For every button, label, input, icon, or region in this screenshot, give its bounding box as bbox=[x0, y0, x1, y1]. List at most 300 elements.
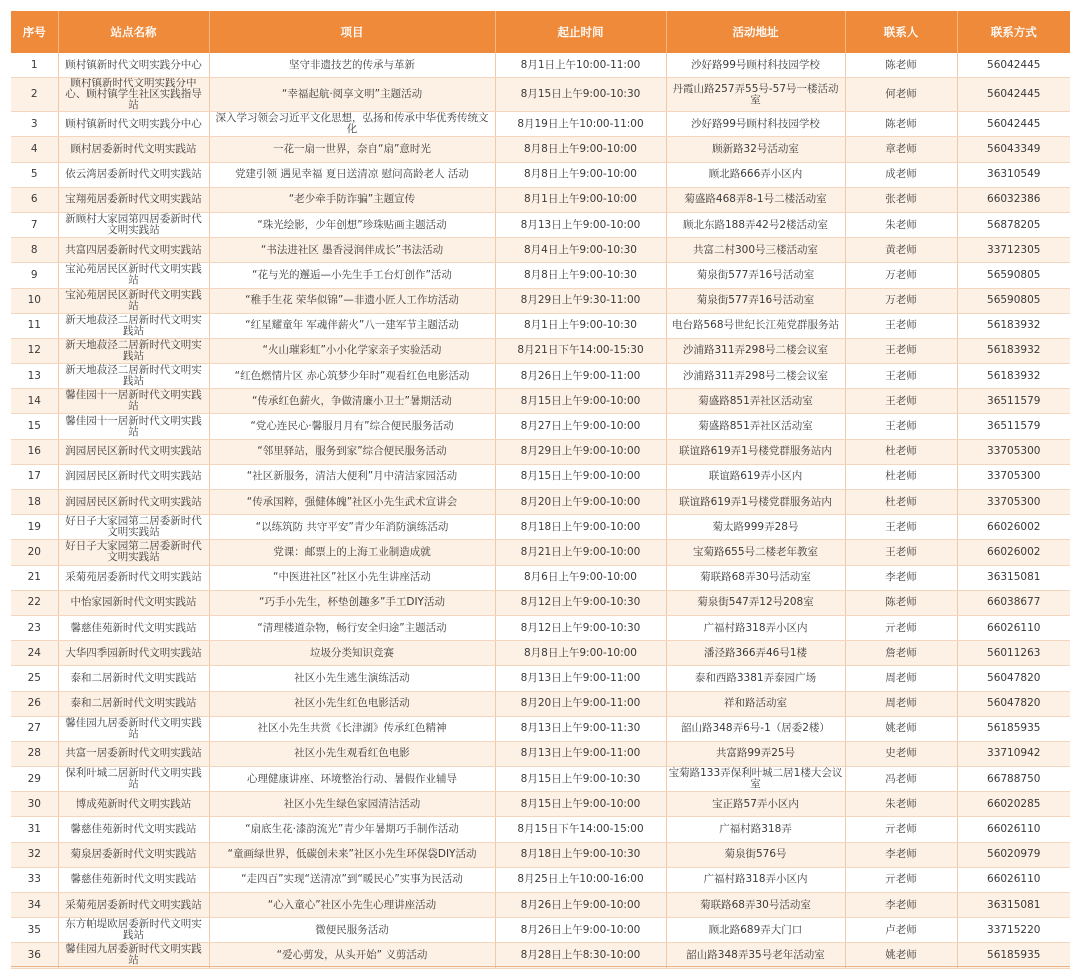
cell-no: 3 bbox=[11, 112, 58, 137]
cell-phone: 56185935 bbox=[957, 716, 1070, 741]
cell-address: 沙浦路311弄298号二楼会议室 bbox=[666, 338, 845, 363]
cell-phone: 66026110 bbox=[957, 867, 1070, 892]
table-row bbox=[11, 389, 1070, 414]
cell-project: 深入学习领会习近平文化思想，弘扬和传承中华优秀传统文化 bbox=[209, 112, 495, 137]
cell-address: 丹霞山路257弄55号-57号一楼活动室 bbox=[666, 78, 845, 112]
cell-project: 垃圾分类知识竞赛 bbox=[209, 641, 495, 666]
cell-time: 8月8日上午9:00-10:00 bbox=[495, 162, 666, 187]
cell-address: 菊盛路851弄社区活动室 bbox=[666, 389, 845, 414]
cell-contact: 黄老师 bbox=[845, 238, 957, 263]
cell-no: 27 bbox=[11, 716, 58, 741]
cell-time: 8月1日上午9:00-10:30 bbox=[495, 313, 666, 338]
cell-address: 菊太路999弄28号 bbox=[666, 515, 845, 540]
cell-site: 馨慈佳苑新时代文明实践站 bbox=[58, 867, 209, 892]
cell-contact: 杜老师 bbox=[845, 490, 957, 515]
cell-time: 8月21日下午14:00-15:30 bbox=[495, 338, 666, 363]
cell-time: 8月4日上午9:00-10:30 bbox=[495, 238, 666, 263]
cell-project: “花与光的邂逅—小先生手工台灯创作”活动 bbox=[209, 263, 495, 288]
cell-site: 东方帕堤欧居委新时代文明实践站 bbox=[58, 918, 209, 943]
cell-project: “爱心剪发，从头开始” 义剪活动 bbox=[209, 943, 495, 968]
cell-address: 菊泉街577弄16号活动室 bbox=[666, 288, 845, 313]
cell-site: 顾村镇新时代文明实践分中心 bbox=[58, 112, 209, 137]
cell-phone: 56042445 bbox=[957, 112, 1070, 137]
cell-no: 13 bbox=[11, 364, 58, 389]
cell-time: 8月8日上午9:00-10:00 bbox=[495, 641, 666, 666]
cell-site: 宝沁苑居民区新时代文明实践站 bbox=[58, 263, 209, 288]
cell-project: 党建引领 遇见幸福 夏日送清凉 慰问高龄老人 活动 bbox=[209, 162, 495, 187]
cell-project: 心理健康讲座、环境整治行动、暑假作业辅导 bbox=[209, 767, 495, 792]
cell-project: “邻里驿站，服务到家”综合便民服务活动 bbox=[209, 439, 495, 464]
cell-site: 新天地菽泾二居新时代文明实践站 bbox=[58, 313, 209, 338]
cell-no: 22 bbox=[11, 590, 58, 615]
cell-no: 30 bbox=[11, 792, 58, 817]
cell-project: “清理楼道杂物，畅行安全归途”主题活动 bbox=[209, 615, 495, 640]
cell-project: “老少牵手防诈骗”主题宣传 bbox=[209, 187, 495, 212]
cell-no: 33 bbox=[11, 867, 58, 892]
cell-address: 广福村路318弄小区内 bbox=[666, 867, 845, 892]
cell-site: 好日子大家园第二居委新时代文明实践站 bbox=[58, 540, 209, 565]
activity-schedule-table bbox=[11, 11, 1070, 969]
header-site: 站点名称 bbox=[58, 11, 209, 53]
cell-site: 泰和二居新时代文明实践站 bbox=[58, 691, 209, 716]
cell-project: 微便民服务活动 bbox=[209, 918, 495, 943]
cell-project: “红星耀童年 军魂伴薪火”八一建军节主题活动 bbox=[209, 313, 495, 338]
table-header bbox=[11, 11, 1070, 53]
cell-phone: 36315081 bbox=[957, 893, 1070, 918]
cell-site: 馨佳园十一居新时代文明实践站 bbox=[58, 389, 209, 414]
table-row bbox=[11, 53, 1070, 78]
cell-contact: 王老师 bbox=[845, 313, 957, 338]
cell-phone: 66020285 bbox=[957, 792, 1070, 817]
cell-no: 20 bbox=[11, 540, 58, 565]
cell-time: 8月29日上午9:30-11:00 bbox=[495, 288, 666, 313]
cell-site: 中怡家园新时代文明实践站 bbox=[58, 590, 209, 615]
cell-address: 菊泉街576号 bbox=[666, 842, 845, 867]
cell-phone: 56047820 bbox=[957, 691, 1070, 716]
cell-time: 8月21日上午9:00-10:00 bbox=[495, 540, 666, 565]
cell-phone: 36511579 bbox=[957, 389, 1070, 414]
cell-phone: 56042445 bbox=[957, 53, 1070, 78]
cell-contact: 亓老师 bbox=[845, 615, 957, 640]
cell-site: 宝沁苑居民区新时代文明实践站 bbox=[58, 288, 209, 313]
cell-phone: 56183932 bbox=[957, 364, 1070, 389]
cell-address: 广福村路318弄小区内 bbox=[666, 615, 845, 640]
cell-contact: 章老师 bbox=[845, 137, 957, 162]
cell-time: 8月1日上午9:00-10:00 bbox=[495, 187, 666, 212]
cell-site: 保利叶城二居新时代文明实践站 bbox=[58, 767, 209, 792]
cell-time: 8月20日上午9:00-11:00 bbox=[495, 691, 666, 716]
cell-address: 顾新路32号活动室 bbox=[666, 137, 845, 162]
cell-address: 宝正路57弄小区内 bbox=[666, 792, 845, 817]
cell-no: 16 bbox=[11, 439, 58, 464]
cell-time: 8月13日上午9:00-11:00 bbox=[495, 741, 666, 766]
cell-phone: 56011263 bbox=[957, 641, 1070, 666]
table-row bbox=[11, 641, 1070, 666]
cell-address: 宝菊路133弄保利叶城二居1楼大会议室 bbox=[666, 767, 845, 792]
cell-no: 2 bbox=[11, 78, 58, 112]
table-bottom-border bbox=[11, 966, 1070, 967]
cell-contact: 成老师 bbox=[845, 162, 957, 187]
cell-time: 8月20日上午9:00-10:00 bbox=[495, 490, 666, 515]
cell-contact: 王老师 bbox=[845, 389, 957, 414]
cell-time: 8月26日上午9:00-11:00 bbox=[495, 364, 666, 389]
table-row bbox=[11, 439, 1070, 464]
table-row bbox=[11, 540, 1070, 565]
cell-phone: 36511579 bbox=[957, 414, 1070, 439]
cell-time: 8月13日上午9:00-10:00 bbox=[495, 212, 666, 237]
cell-phone: 56590805 bbox=[957, 288, 1070, 313]
cell-contact: 周老师 bbox=[845, 666, 957, 691]
cell-address: 菊联路68弄30号活动室 bbox=[666, 893, 845, 918]
cell-phone: 33705300 bbox=[957, 464, 1070, 489]
cell-site: 博成苑新时代文明实践站 bbox=[58, 792, 209, 817]
cell-project: “传承国粹，强健体魄”社区小先生武术宣讲会 bbox=[209, 490, 495, 515]
cell-contact: 亓老师 bbox=[845, 817, 957, 842]
cell-site: 大华四季园新时代文明实践站 bbox=[58, 641, 209, 666]
cell-project: 一花一扇一世界，奈自“扇”意时光 bbox=[209, 137, 495, 162]
cell-address: 菊盛路851弄社区活动室 bbox=[666, 414, 845, 439]
cell-no: 32 bbox=[11, 842, 58, 867]
cell-contact: 陈老师 bbox=[845, 590, 957, 615]
cell-contact: 周老师 bbox=[845, 691, 957, 716]
cell-contact: 朱老师 bbox=[845, 792, 957, 817]
cell-time: 8月25日上午10:00-16:00 bbox=[495, 867, 666, 892]
cell-address: 联谊路619弄1号楼党群服务站内 bbox=[666, 490, 845, 515]
table-row bbox=[11, 918, 1070, 943]
cell-time: 8月12日上午9:00-10:30 bbox=[495, 590, 666, 615]
cell-contact: 王老师 bbox=[845, 414, 957, 439]
cell-time: 8月18日上午9:00-10:00 bbox=[495, 515, 666, 540]
table-row bbox=[11, 338, 1070, 363]
cell-no: 1 bbox=[11, 53, 58, 78]
cell-time: 8月13日上午9:00-11:30 bbox=[495, 716, 666, 741]
cell-no: 11 bbox=[11, 313, 58, 338]
cell-address: 顾北路689弄大门口 bbox=[666, 918, 845, 943]
cell-contact: 王老师 bbox=[845, 364, 957, 389]
cell-contact: 王老师 bbox=[845, 338, 957, 363]
header-phone: 联系方式 bbox=[957, 11, 1070, 53]
cell-no: 25 bbox=[11, 666, 58, 691]
cell-address: 顾北路666弄小区内 bbox=[666, 162, 845, 187]
cell-address: 韶山路348弄35号老年活动室 bbox=[666, 943, 845, 968]
cell-time: 8月26日上午9:00-10:00 bbox=[495, 918, 666, 943]
cell-project: “幸福起航·阅享文明”主题活动 bbox=[209, 78, 495, 112]
cell-contact: 亓老师 bbox=[845, 867, 957, 892]
cell-contact: 詹老师 bbox=[845, 641, 957, 666]
cell-no: 12 bbox=[11, 338, 58, 363]
table-row bbox=[11, 187, 1070, 212]
cell-contact: 李老师 bbox=[845, 842, 957, 867]
cell-site: 顾村居委新时代文明实践站 bbox=[58, 137, 209, 162]
table-row bbox=[11, 364, 1070, 389]
cell-project: 社区小先生逃生演练活动 bbox=[209, 666, 495, 691]
table-row bbox=[11, 867, 1070, 892]
cell-contact: 万老师 bbox=[845, 288, 957, 313]
cell-site: 润园居民区新时代文明实践站 bbox=[58, 439, 209, 464]
cell-phone: 56042445 bbox=[957, 78, 1070, 112]
cell-contact: 何老师 bbox=[845, 78, 957, 112]
table-row bbox=[11, 414, 1070, 439]
cell-phone: 33715220 bbox=[957, 918, 1070, 943]
cell-phone: 36310549 bbox=[957, 162, 1070, 187]
cell-site: 好日子大家园第二居委新时代文明实践站 bbox=[58, 515, 209, 540]
cell-phone: 56878205 bbox=[957, 212, 1070, 237]
cell-contact: 杜老师 bbox=[845, 464, 957, 489]
cell-site: 共富四居委新时代文明实践站 bbox=[58, 238, 209, 263]
cell-phone: 56590805 bbox=[957, 263, 1070, 288]
cell-project: “走四百”实现“送清凉”到“暖民心”实事为民活动 bbox=[209, 867, 495, 892]
table-row bbox=[11, 162, 1070, 187]
cell-time: 8月15日上午9:00-10:00 bbox=[495, 792, 666, 817]
table-body bbox=[11, 53, 1070, 968]
cell-no: 31 bbox=[11, 817, 58, 842]
table-row bbox=[11, 212, 1070, 237]
table-row bbox=[11, 288, 1070, 313]
cell-phone: 56047820 bbox=[957, 666, 1070, 691]
cell-phone: 66788750 bbox=[957, 767, 1070, 792]
cell-site: 依云湾居委新时代文明实践站 bbox=[58, 162, 209, 187]
cell-site: 馨佳园九居委新时代文明实践站 bbox=[58, 943, 209, 968]
cell-contact: 李老师 bbox=[845, 565, 957, 590]
header-time: 起止时间 bbox=[495, 11, 666, 53]
cell-address: 潘泾路366弄46号1楼 bbox=[666, 641, 845, 666]
cell-project: “稚手生花 荣华似锦”—非遗小匠人工作坊活动 bbox=[209, 288, 495, 313]
cell-address: 共富二村300号三楼活动室 bbox=[666, 238, 845, 263]
cell-project: “红色燃情片区 赤心筑梦少年时”观看红色电影活动 bbox=[209, 364, 495, 389]
table-row bbox=[11, 842, 1070, 867]
cell-phone: 66026110 bbox=[957, 615, 1070, 640]
cell-site: 菊泉居委新时代文明实践站 bbox=[58, 842, 209, 867]
cell-site: 馨慈佳苑新时代文明实践站 bbox=[58, 817, 209, 842]
cell-address: 顾北东路188弄42号2楼活动室 bbox=[666, 212, 845, 237]
cell-address: 广福村路318弄 bbox=[666, 817, 845, 842]
cell-phone: 36315081 bbox=[957, 565, 1070, 590]
cell-time: 8月8日上午9:00-10:00 bbox=[495, 137, 666, 162]
cell-address: 菊泉街577弄16号活动室 bbox=[666, 263, 845, 288]
table-row bbox=[11, 590, 1070, 615]
cell-no: 10 bbox=[11, 288, 58, 313]
cell-no: 7 bbox=[11, 212, 58, 237]
table-row bbox=[11, 741, 1070, 766]
cell-time: 8月15日上午9:00-10:00 bbox=[495, 464, 666, 489]
table-row bbox=[11, 615, 1070, 640]
cell-phone: 33705300 bbox=[957, 490, 1070, 515]
cell-site: 新天地菽泾二居新时代文明实践站 bbox=[58, 364, 209, 389]
table-row bbox=[11, 515, 1070, 540]
cell-contact: 万老师 bbox=[845, 263, 957, 288]
cell-site: 共富一居委新时代文明实践站 bbox=[58, 741, 209, 766]
cell-phone: 66026110 bbox=[957, 817, 1070, 842]
cell-site: 宝翔苑居委新时代文明实践站 bbox=[58, 187, 209, 212]
cell-no: 8 bbox=[11, 238, 58, 263]
table-row bbox=[11, 943, 1070, 968]
cell-project: 坚守非遗技艺的传承与革新 bbox=[209, 53, 495, 78]
cell-contact: 王老师 bbox=[845, 515, 957, 540]
cell-contact: 史老师 bbox=[845, 741, 957, 766]
cell-site: 采菊苑居委新时代文明实践站 bbox=[58, 565, 209, 590]
cell-no: 28 bbox=[11, 741, 58, 766]
table-row bbox=[11, 490, 1070, 515]
cell-no: 5 bbox=[11, 162, 58, 187]
cell-contact: 张老师 bbox=[845, 187, 957, 212]
cell-site: 馨慈佳苑新时代文明实践站 bbox=[58, 615, 209, 640]
cell-time: 8月12日上午9:00-10:30 bbox=[495, 615, 666, 640]
table-row bbox=[11, 78, 1070, 112]
cell-contact: 姚老师 bbox=[845, 716, 957, 741]
cell-time: 8月29日上午9:00-10:00 bbox=[495, 439, 666, 464]
cell-site: 新顾村大家园第四居委新时代文明实践站 bbox=[58, 212, 209, 237]
cell-site: 顾村镇新时代文明实践分中心 bbox=[58, 53, 209, 78]
cell-phone: 66032386 bbox=[957, 187, 1070, 212]
cell-phone: 56020979 bbox=[957, 842, 1070, 867]
cell-contact: 姚老师 bbox=[845, 943, 957, 968]
cell-project: 党课：邮票上的上海工业制造成就 bbox=[209, 540, 495, 565]
cell-no: 35 bbox=[11, 918, 58, 943]
cell-site: 润园居民区新时代文明实践站 bbox=[58, 464, 209, 489]
table-row bbox=[11, 666, 1070, 691]
cell-no: 24 bbox=[11, 641, 58, 666]
table-row bbox=[11, 263, 1070, 288]
cell-address: 沙好路99号顾村科技园学校 bbox=[666, 53, 845, 78]
cell-address: 祥和路活动室 bbox=[666, 691, 845, 716]
cell-project: “珠光绘影，少年创想”珍珠贴画主题活动 bbox=[209, 212, 495, 237]
cell-no: 19 bbox=[11, 515, 58, 540]
cell-address: 联谊路619弄1号楼党群服务站内 bbox=[666, 439, 845, 464]
header-no: 序号 bbox=[11, 11, 58, 53]
cell-contact: 王老师 bbox=[845, 540, 957, 565]
cell-project: “传承红色薪火，争做清廉小卫士”暑期活动 bbox=[209, 389, 495, 414]
cell-contact: 陈老师 bbox=[845, 53, 957, 78]
cell-phone: 56183932 bbox=[957, 313, 1070, 338]
cell-address: 泰和西路3381弄泰园广场 bbox=[666, 666, 845, 691]
cell-address: 沙好路99号顾村科技园学校 bbox=[666, 112, 845, 137]
table-row bbox=[11, 792, 1070, 817]
cell-address: 联谊路619弄小区内 bbox=[666, 464, 845, 489]
cell-contact: 陈老师 bbox=[845, 112, 957, 137]
cell-address: 电台路568号世纪长江苑党群服务站 bbox=[666, 313, 845, 338]
cell-project: 社区小先生共赏《长津湖》传承红色精神 bbox=[209, 716, 495, 741]
cell-site: 润园居民区新时代文明实践站 bbox=[58, 490, 209, 515]
cell-no: 9 bbox=[11, 263, 58, 288]
cell-address: 菊泉街547弄12号208室 bbox=[666, 590, 845, 615]
cell-time: 8月1日上午10:00-11:00 bbox=[495, 53, 666, 78]
table-row bbox=[11, 767, 1070, 792]
cell-phone: 66026002 bbox=[957, 540, 1070, 565]
cell-phone: 33712305 bbox=[957, 238, 1070, 263]
cell-contact: 杜老师 bbox=[845, 439, 957, 464]
cell-phone: 33705300 bbox=[957, 439, 1070, 464]
cell-no: 15 bbox=[11, 414, 58, 439]
cell-address: 韶山路348弄6号-1（居委2楼） bbox=[666, 716, 845, 741]
cell-project: “火山璀彩虹”小小化学家亲子实验活动 bbox=[209, 338, 495, 363]
cell-contact: 李老师 bbox=[845, 893, 957, 918]
cell-address: 宝菊路655号二楼老年教室 bbox=[666, 540, 845, 565]
table-row bbox=[11, 716, 1070, 741]
cell-phone: 56183932 bbox=[957, 338, 1070, 363]
cell-address: 菊盛路468弄8-1号二楼活动室 bbox=[666, 187, 845, 212]
cell-site: 泰和二居新时代文明实践站 bbox=[58, 666, 209, 691]
table-row bbox=[11, 238, 1070, 263]
cell-site: 顾村镇新时代文明实践分中心、顾村镇学生社区实践指导站 bbox=[58, 78, 209, 112]
cell-no: 6 bbox=[11, 187, 58, 212]
cell-site: 采菊苑居委新时代文明实践站 bbox=[58, 893, 209, 918]
cell-phone: 56043349 bbox=[957, 137, 1070, 162]
cell-phone: 66038677 bbox=[957, 590, 1070, 615]
cell-address: 共富路99弄25号 bbox=[666, 741, 845, 766]
cell-site: 馨佳园十一居新时代文明实践站 bbox=[58, 414, 209, 439]
cell-project: “中医进社区”社区小先生讲座活动 bbox=[209, 565, 495, 590]
cell-no: 4 bbox=[11, 137, 58, 162]
cell-time: 8月28日上午8:30-10:00 bbox=[495, 943, 666, 968]
cell-project: 社区小先生红色电影活动 bbox=[209, 691, 495, 716]
cell-no: 17 bbox=[11, 464, 58, 489]
cell-no: 14 bbox=[11, 389, 58, 414]
cell-address: 菊联路68弄30号活动室 bbox=[666, 565, 845, 590]
cell-contact: 冯老师 bbox=[845, 767, 957, 792]
cell-time: 8月19日上午10:00-11:00 bbox=[495, 112, 666, 137]
cell-project: “巧手小先生，杯垫创趣多”手工DIY活动 bbox=[209, 590, 495, 615]
cell-project: “童画绿世界，低碳创未来”社区小先生环保袋DIY活动 bbox=[209, 842, 495, 867]
header-row bbox=[11, 11, 1070, 53]
cell-phone: 56185935 bbox=[957, 943, 1070, 968]
cell-no: 18 bbox=[11, 490, 58, 515]
cell-time: 8月15日上午9:00-10:30 bbox=[495, 767, 666, 792]
table-row bbox=[11, 893, 1070, 918]
cell-project: “以练筑防 共守平安”青少年消防演练活动 bbox=[209, 515, 495, 540]
cell-time: 8月15日上午9:00-10:00 bbox=[495, 389, 666, 414]
cell-time: 8月6日上午9:00-10:00 bbox=[495, 565, 666, 590]
cell-no: 26 bbox=[11, 691, 58, 716]
cell-time: 8月26日上午9:00-10:00 bbox=[495, 893, 666, 918]
table-row bbox=[11, 464, 1070, 489]
cell-no: 23 bbox=[11, 615, 58, 640]
cell-no: 36 bbox=[11, 943, 58, 968]
cell-address: 沙浦路311弄298号二楼会议室 bbox=[666, 364, 845, 389]
cell-no: 29 bbox=[11, 767, 58, 792]
header-address: 活动地址 bbox=[666, 11, 845, 53]
cell-project: 社区小先生观看红色电影 bbox=[209, 741, 495, 766]
cell-phone: 33710942 bbox=[957, 741, 1070, 766]
table-row bbox=[11, 817, 1070, 842]
cell-phone: 66026002 bbox=[957, 515, 1070, 540]
cell-site: 新天地菽泾二居新时代文明实践站 bbox=[58, 338, 209, 363]
header-project: 项目 bbox=[209, 11, 495, 53]
cell-time: 8月27日上午9:00-10:00 bbox=[495, 414, 666, 439]
cell-contact: 朱老师 bbox=[845, 212, 957, 237]
table-row bbox=[11, 112, 1070, 137]
cell-project: “心入童心”社区小先生心理讲座活动 bbox=[209, 893, 495, 918]
cell-project: 社区小先生绿色家园清洁活动 bbox=[209, 792, 495, 817]
table-row bbox=[11, 137, 1070, 162]
header-contact: 联系人 bbox=[845, 11, 957, 53]
cell-no: 34 bbox=[11, 893, 58, 918]
cell-time: 8月15日下午14:00-15:00 bbox=[495, 817, 666, 842]
table-row bbox=[11, 691, 1070, 716]
cell-project: “社区新服务，清洁大便利”月中清洁家园活动 bbox=[209, 464, 495, 489]
cell-time: 8月18日上午9:00-10:30 bbox=[495, 842, 666, 867]
cell-no: 21 bbox=[11, 565, 58, 590]
cell-contact: 卢老师 bbox=[845, 918, 957, 943]
cell-time: 8月13日上午9:00-11:00 bbox=[495, 666, 666, 691]
table-row bbox=[11, 565, 1070, 590]
table-row bbox=[11, 313, 1070, 338]
cell-project: “扇底生花·漆韵流光”青少年暑期巧手制作活动 bbox=[209, 817, 495, 842]
cell-site: 馨佳园九居委新时代文明实践站 bbox=[58, 716, 209, 741]
cell-project: “党心连民心·馨服月月有”综合便民服务活动 bbox=[209, 414, 495, 439]
cell-time: 8月8日上午9:00-10:30 bbox=[495, 263, 666, 288]
cell-time: 8月15日上午9:00-10:30 bbox=[495, 78, 666, 112]
cell-project: “书法进社区 墨香浸润伴成长”书法活动 bbox=[209, 238, 495, 263]
